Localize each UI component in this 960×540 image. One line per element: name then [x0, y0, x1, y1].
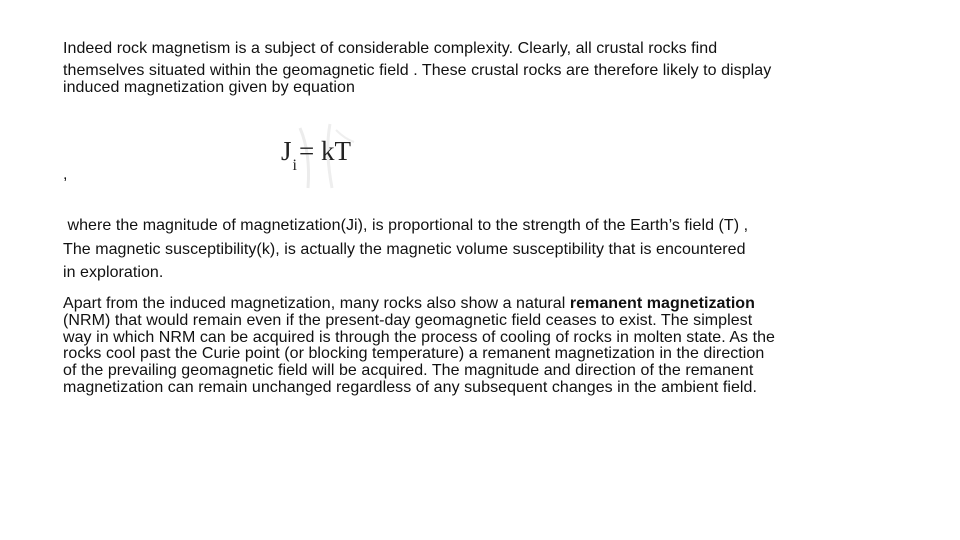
nrm-line-5: of the prevailing geomagnetic field will be acquired. The magnitude and direction of the remanent [63, 362, 754, 380]
nrm-paragraph [63, 296, 923, 397]
where-line-3: in exploration. [63, 264, 164, 281]
nrm-line-1 [63, 296, 923, 313]
intro-paragraph [63, 38, 923, 97]
equation-lhs: J [281, 136, 292, 166]
where-line-1: where the magnitude of magnetization(Ji), is proportional to the strength of the Earth’s field (T) , [63, 217, 749, 234]
equation [281, 136, 351, 174]
intro-line-1: Indeed rock magnetism is a subject of considerable complexity. Clearly, all crustal rocks find [63, 40, 718, 57]
equation-rhs: = kT [298, 136, 351, 166]
intro-line-2: themselves situated within the geomagnetic field . These crustal rocks are therefore likely to display [63, 62, 772, 79]
nrm-line-3: way in which NRM can be acquired is through the process of cooling of rocks in molten state. As the [63, 328, 775, 346]
where-paragraph [63, 214, 923, 285]
stray-comma: , [63, 166, 68, 183]
where-line-2: The magnetic susceptibility(k), is actually the magnetic volume susceptibility that is encountered [63, 240, 746, 258]
remanent-magnetization-term: remanent magnetization [569, 295, 755, 312]
nrm-line-6: magnetization can remain unchanged regardless of any subsequent changes in the ambient field. [63, 378, 757, 396]
equation-subscript: i [292, 157, 297, 174]
nrm-line-1-text: Apart from the induced magnetization, many rocks also show a natural [63, 295, 570, 312]
nrm-line-4: rocks cool past the Curie point (or blocking temperature) a remanent magnetization in the direction [63, 345, 765, 363]
intro-line-3: induced magnetization given by equation [63, 79, 355, 96]
nrm-line-2: (NRM) that would remain even if the present-day geomagnetic field ceases to exist. The simplest [63, 311, 753, 329]
